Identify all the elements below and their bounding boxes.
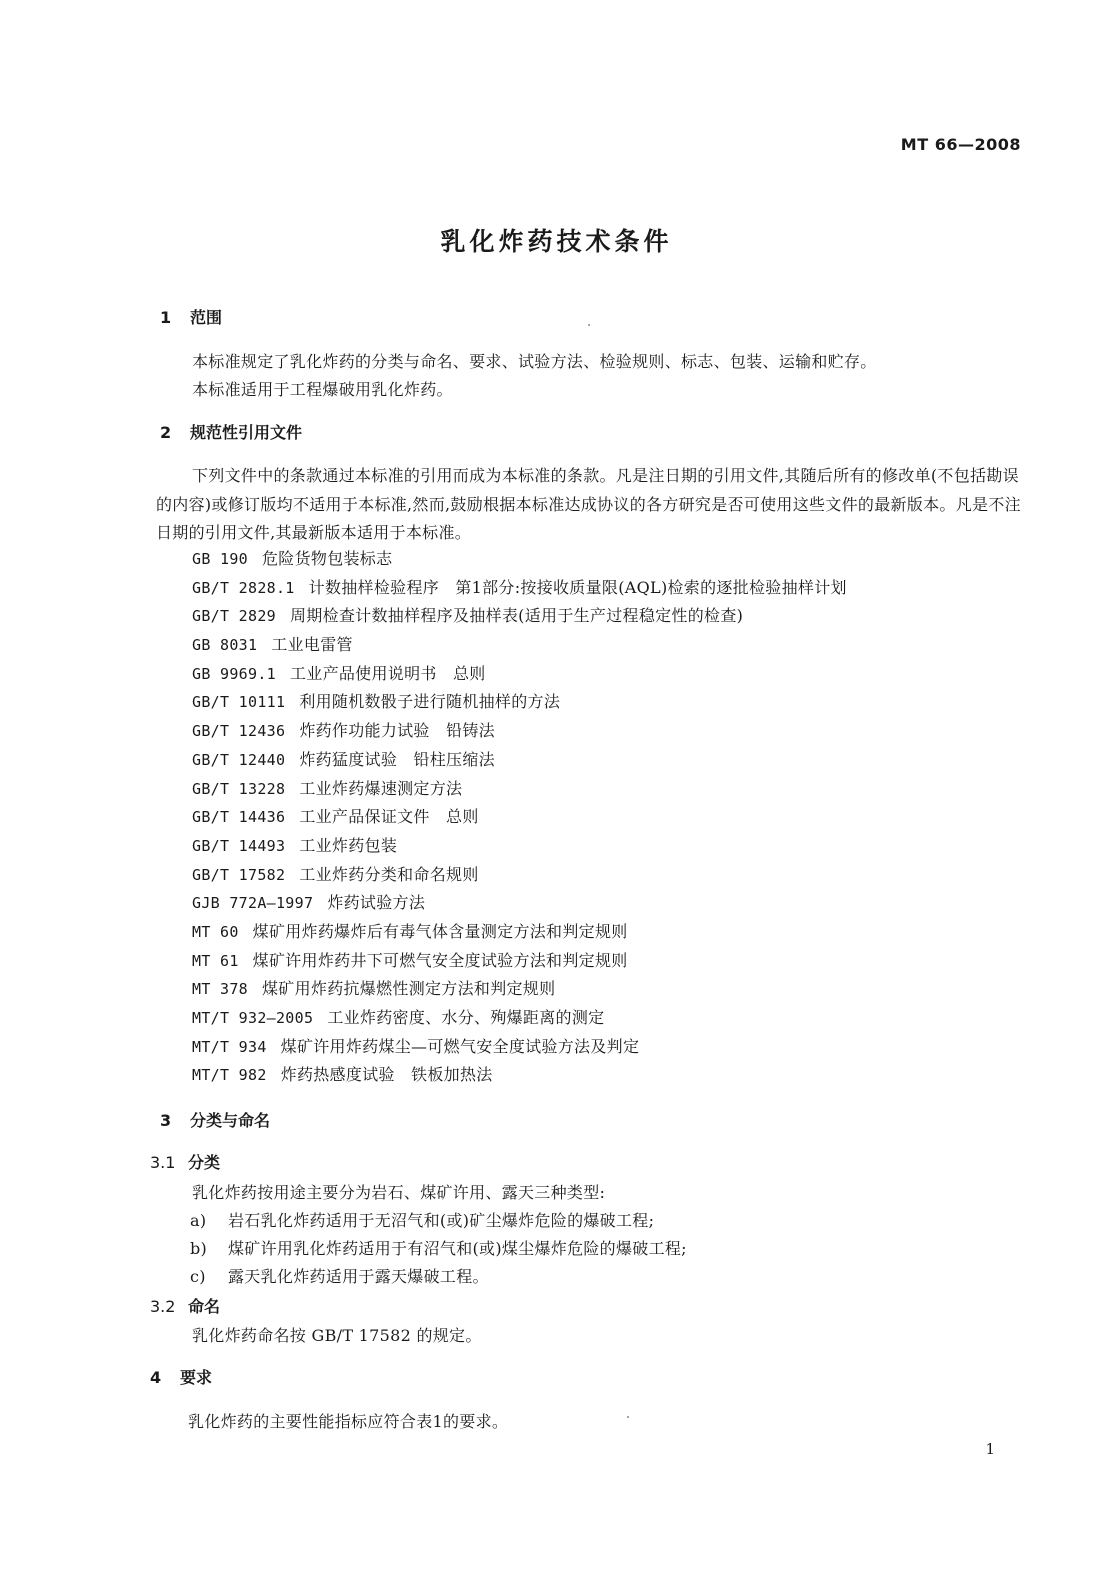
reference-code: GB 9969.1: [192, 664, 276, 683]
section-number: 1: [160, 308, 172, 327]
reference-item: [192, 803, 847, 832]
reference-item: [192, 631, 847, 660]
reference-item: [192, 918, 847, 947]
reference-title: 周期检查计数抽样程序及抽样表(适用于生产过程稳定性的检查): [289, 606, 744, 626]
list-item: [190, 1235, 687, 1263]
section-1-heading: [160, 305, 222, 328]
reference-item: [192, 1004, 847, 1033]
list-marker: c): [190, 1267, 206, 1286]
reference-item: [192, 688, 847, 717]
normative-reference-list: [192, 545, 847, 1090]
reference-code: GB/T 12436: [192, 722, 286, 741]
reference-title: 煤矿用炸药抗爆燃性测定方法和判定规则: [262, 979, 556, 999]
reference-title: 危险货物包装标志: [262, 549, 393, 568]
reference-item: [192, 1033, 847, 1062]
reference-item: [192, 861, 847, 890]
list-text: 煤矿许用乳化炸药适用于有沼气和(或)煤尘爆炸危险的爆破工程;: [228, 1239, 687, 1258]
reference-item: [192, 545, 847, 574]
reference-item: [192, 775, 847, 804]
reference-title: 炸药猛度试验 铅柱压缩法: [299, 749, 495, 769]
section-title: 要求: [180, 1368, 213, 1387]
reference-code: GJB 772A—1997: [192, 894, 314, 913]
list-text: 岩石乳化炸药适用于无沼气和(或)矿尘爆炸危险的爆破工程;: [228, 1211, 655, 1230]
reference-title: 利用随机数骰子进行随机抽样的方法: [299, 692, 561, 712]
reference-title: 煤矿用炸药爆炸后有毒气体含量测定方法和判定规则: [252, 921, 628, 941]
section-1-paragraph-2: 本标准适用于工程爆破用乳化炸药。: [192, 380, 453, 399]
reference-code: MT 61: [192, 951, 239, 970]
list-item: [190, 1207, 687, 1235]
reference-code: GB/T 13228: [192, 779, 286, 798]
reference-item: [192, 574, 847, 603]
list-marker: b): [190, 1239, 208, 1258]
section-4-text: 乳化炸药的主要性能指标应符合表1的要求。: [188, 1412, 509, 1431]
reference-code: MT/T 982: [192, 1066, 267, 1085]
reference-item: [192, 602, 847, 631]
list-item: [190, 1263, 687, 1291]
reference-item: [192, 717, 847, 746]
reference-item: [192, 947, 847, 976]
reference-code: GB/T 2828.1: [192, 578, 295, 597]
reference-code: GB/T 2829: [192, 607, 276, 626]
reference-item: [192, 889, 847, 918]
reference-title: 炸药作功能力试验 铅铸法: [299, 721, 495, 741]
classification-list: [190, 1207, 687, 1291]
section-4-heading: [150, 1365, 212, 1388]
section-number: 3: [160, 1111, 172, 1130]
subsection-title: 命名: [188, 1297, 221, 1316]
reference-title: 工业产品保证文件 总则: [299, 807, 479, 827]
subsection-3-1-heading: [150, 1150, 220, 1173]
reference-title: 工业炸药爆速测定方法: [299, 778, 463, 798]
reference-code: GB/T 10111: [192, 693, 286, 712]
section-number: 4: [150, 1368, 162, 1387]
reference-title: 工业炸药密度、水分、殉爆距离的测定: [327, 1008, 605, 1027]
list-marker: a): [190, 1211, 207, 1230]
reference-code: GB 190: [192, 550, 248, 568]
reference-title: 工业电雷管: [271, 635, 353, 655]
subsection-number: 3.1: [150, 1153, 176, 1172]
subsection-3-2-text: 乳化炸药命名按 GB/T 17582 的规定。: [192, 1326, 482, 1345]
standard-number: MT 66—2008: [900, 135, 1021, 154]
reference-title: 计数抽样检验程序 第1部分:按接收质量限(AQL)检索的逐批检验抽样计划: [308, 577, 847, 597]
section-1-paragraph-1: 本标准规定了乳化炸药的分类与命名、要求、试验方法、检验规则、标志、包装、运输和贮存。: [192, 352, 877, 371]
reference-code: GB 8031: [192, 636, 258, 655]
reference-title: 炸药热感度试验 铁板加热法: [280, 1065, 493, 1085]
reference-code: GB/T 14493: [192, 836, 286, 855]
reference-code: MT/T 934: [192, 1037, 267, 1056]
reference-title: 煤矿许用炸药井下可燃气安全度试验方法和判定规则: [252, 950, 628, 970]
reference-code: MT 378: [192, 980, 248, 999]
scan-speck: [588, 324, 590, 326]
reference-code: GB/T 12440: [192, 750, 286, 769]
section-2-intro: 下列文件中的条款通过本标准的引用而成为本标准的条款。凡是注日期的引用文件,其随后所有的修改单(不包括勘误的内容)或修订版均不适用于本标准,然而,鼓励根据本标准达成协议的各方研究是否可使用这些文件的最新版本。凡是不注日期的引用文件,其最新版本适用于本标准。: [156, 466, 1021, 542]
scan-speck: [627, 1416, 629, 1418]
reference-title: 工业炸药分类和命名规则: [299, 864, 479, 884]
reference-code: GB/T 17582: [192, 865, 286, 884]
section-title: 规范性引用文件: [190, 423, 303, 442]
reference-item: [192, 660, 847, 689]
reference-code: MT/T 932—2005: [192, 1009, 314, 1027]
list-text: 露天乳化炸药适用于露天爆破工程。: [228, 1267, 489, 1286]
reference-title: 工业产品使用说明书 总则: [289, 663, 486, 683]
reference-title: 炸药试验方法: [327, 893, 426, 913]
subsection-number: 3.2: [150, 1297, 176, 1316]
page-number: 1: [985, 1440, 995, 1458]
section-3-heading: [160, 1108, 270, 1131]
document-title: 乳化炸药技术条件: [440, 227, 673, 256]
reference-title: 煤矿许用炸药煤尘—可燃气安全度试验方法及判定: [280, 1036, 640, 1056]
reference-item: [192, 832, 847, 861]
reference-code: MT 60: [192, 922, 239, 941]
section-title: 分类与命名: [190, 1111, 271, 1130]
reference-item: [192, 975, 847, 1004]
reference-title: 工业炸药包装: [299, 835, 398, 855]
section-number: 2: [160, 423, 172, 442]
subsection-3-1-lead: 乳化炸药按用途主要分为岩石、煤矿许用、露天三种类型:: [192, 1183, 606, 1202]
reference-item: [192, 1061, 847, 1090]
section-2-heading: [160, 420, 302, 443]
subsection-3-2-heading: [150, 1294, 220, 1317]
reference-item: [192, 746, 847, 775]
subsection-title: 分类: [188, 1153, 221, 1172]
reference-code: GB/T 14436: [192, 808, 286, 827]
section-title: 范围: [190, 308, 223, 327]
